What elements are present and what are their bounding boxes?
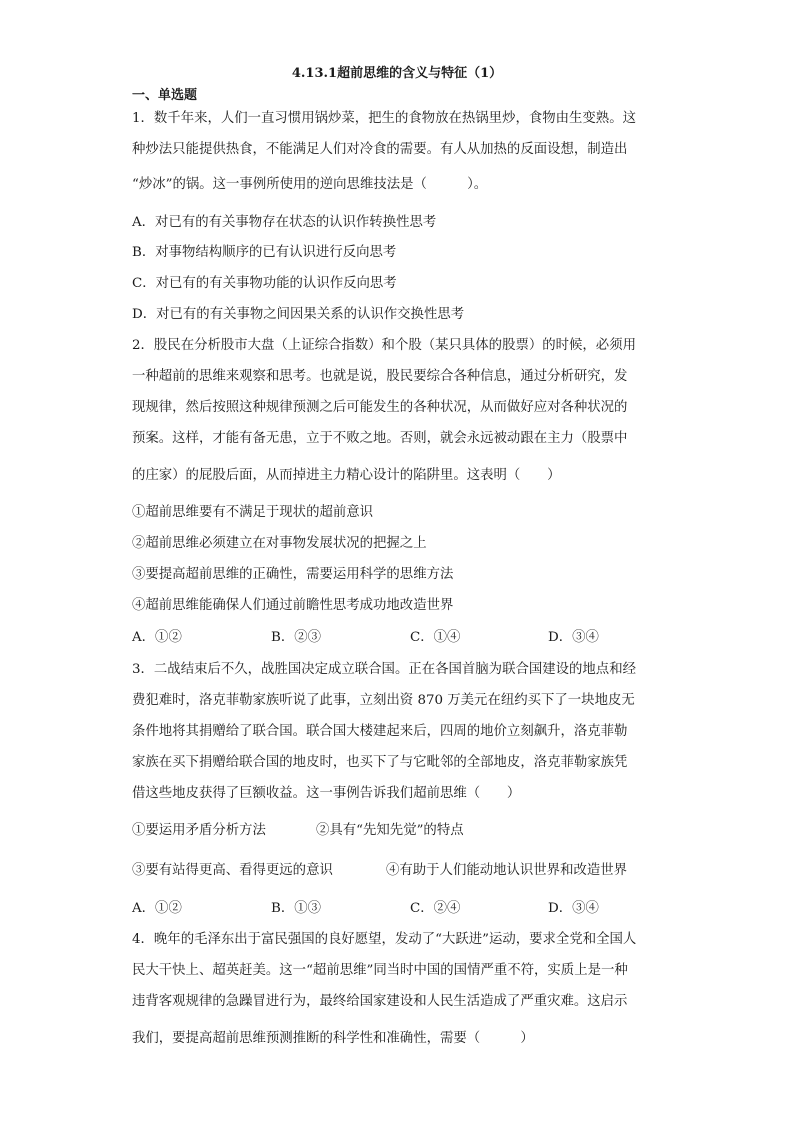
q2-statement: ①超前思维要有不满足于现状的超前意识 — [132, 505, 374, 520]
q3-statement: ④有助于人们能动地认识世界和改造世界 — [386, 863, 628, 878]
q2-statement: ④超前思维能确保人们通过前瞻性思考成功地改造世界 — [132, 598, 454, 613]
q2-stem-line: 预案。这样，才能有备无患，立于不败之地。否则，就会永远被动跟在主力（股票中 — [132, 431, 628, 446]
q3-choice-d: D．③④ — [548, 901, 599, 916]
section-heading: 一、单选题 — [132, 88, 198, 103]
q1-stem-line: 种炒法只能提供热食，不能满足人们对冷食的需要。有人从加热的反面设想，制造出 — [132, 142, 628, 157]
q3-stem-line: 3．二战结束后不久，战胜国决定成立联合国。正在各国首脑为联合国建设的地点和经 — [132, 662, 636, 677]
q1-stem-line: “炒冰”的锅。这一事例所使用的逆向思维技法是（ ）。 — [132, 177, 488, 192]
q3-stem-line: 家族在买下捐赠给联合国的地皮时，也买下了与它毗邻的全部地皮，洛克菲勒家族凭 — [132, 755, 628, 770]
q3-choice-a: A．①② — [132, 901, 182, 916]
q2-stem-line: 一种超前的思维来观察和思考。也就是说，股民要综合各种信息，通过分析研究，发 — [132, 369, 628, 384]
q1-option-a: A．对已有的有关事物存在状态的认识作转换性思考 — [132, 215, 437, 230]
q2-choice-c: C．①④ — [410, 630, 461, 645]
q4-stem-line: 4．晚年的毛泽东出于富民强国的良好愿望，发动了“大跃进”运动，要求全党和全国人 — [132, 932, 637, 947]
q1-stem-line: 1．数千年来，人们一直习惯用锅炒菜，把生的食物放在热锅里炒，食物由生变熟。这 — [132, 111, 636, 126]
document-title: 4.13.1超前思维的含义与特征（1） — [291, 66, 503, 81]
q2-stem-line: 现规律，然后按照这种规律预测之后可能发生的各种状况，从而做好应对各种状况的 — [132, 400, 628, 415]
q3-choice-c: C．②④ — [410, 901, 461, 916]
q1-option-b: B．对事物结构顺序的已有认识进行反向思考 — [132, 245, 397, 260]
q3-choice-b: B．①③ — [271, 901, 322, 916]
q3-stem-line: 借这些地皮获得了巨额收益。这一事例告诉我们超前思维（ ） — [132, 786, 521, 801]
q2-choice-d: D．③④ — [548, 630, 599, 645]
q2-statement: ③要提高超前思维的正确性，需要运用科学的思维方法 — [132, 567, 454, 582]
q3-stem-line: 条件地将其捐赠给了联合国。联合国大楼建起来后，四周的地价立刻飙升，洛克菲勒 — [132, 724, 628, 739]
q2-stem-line: 的庄家）的屁股后面，从而掉进主力精心设计的陷阱里。这表明（ ） — [132, 468, 561, 483]
q3-statement: ③要有站得更高、看得更远的意识 — [132, 863, 333, 878]
q3-statement: ②具有“先知先觉”的特点 — [316, 823, 464, 838]
q3-statement: ①要运用矛盾分析方法 — [132, 823, 266, 838]
q3-stem-line: 费犯难时，洛克菲勒家族听说了此事，立刻出资 870 万美元在纽约买下了一块地皮无 — [132, 693, 635, 708]
q1-option-c: C．对已有的有关事物功能的认识作反向思考 — [132, 276, 397, 291]
q2-choice-a: A．①② — [132, 630, 182, 645]
q4-stem-line: 我们，要提高超前思维预测推断的科学性和准确性，需要（ ） — [132, 1031, 534, 1046]
q2-statement: ②超前思维必须建立在对事物发展状况的把握之上 — [132, 536, 427, 551]
q2-stem-line: 2．股民在分析股市大盘（上证综合指数）和个股（某只具体的股票）的时候，必须用 — [132, 338, 636, 353]
q4-stem-line: 违背客观规律的急躁冒进行为，最终给国家建设和人民生活造成了严重灾难。这启示 — [132, 994, 628, 1009]
q1-option-d: D．对已有的有关事物之间因果关系的认识作交换性思考 — [132, 307, 465, 322]
q4-stem-line: 民大干快上、超英赶美。这一“超前思维”同当时中国的国情严重不符，实质上是一种 — [132, 963, 628, 978]
q2-choice-b: B．②③ — [271, 630, 322, 645]
